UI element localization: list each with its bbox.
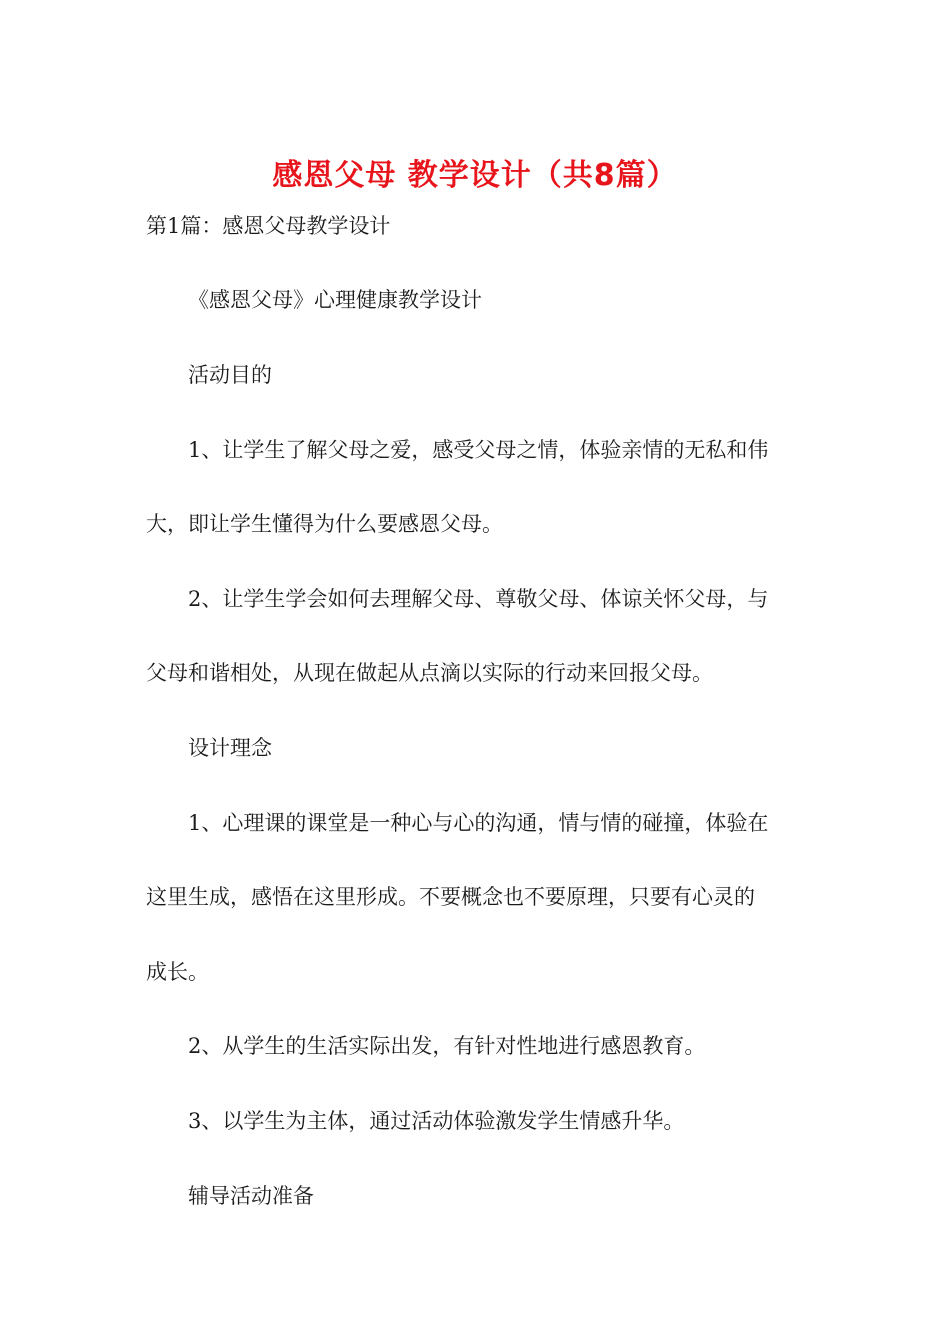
paragraph-line: 这里生成，感悟在这里形成。不要概念也不要原理，只要有心灵的 [146,885,755,909]
section-heading: 第1篇：感恩父母教学设计 [146,214,391,238]
heading-activity-goal: 活动目的 [188,363,272,387]
subtitle-line: 《感恩父母》心理健康教学设计 [188,288,482,312]
paragraph-line: 3、以学生为主体，通过活动体验激发学生情感升华。 [188,1109,685,1133]
paragraph-line: 大，即让学生懂得为什么要感恩父母。 [146,512,503,536]
paragraph-line: 1、心理课的课堂是一种心与心的沟通，情与情的碰撞，体验在 [188,811,769,835]
paragraph-line: 2、让学生学会如何去理解父母、尊敬父母、体谅关怀父母，与 [188,587,769,611]
paragraph-line: 父母和谐相处，从现在做起从点滴以实际的行动来回报父母。 [146,661,713,685]
heading-activity-preparation: 辅导活动准备 [188,1184,314,1208]
heading-design-concept: 设计理念 [188,736,272,760]
paragraph-line: 成长。 [146,960,209,984]
document-title: 感恩父母 教学设计（共8篇） [272,158,678,193]
paragraph-line: 2、从学生的生活实际出发，有针对性地进行感恩教育。 [188,1034,706,1058]
paragraph-line: 1、让学生了解父母之爱，感受父母之情，体验亲情的无私和伟 [188,438,769,462]
